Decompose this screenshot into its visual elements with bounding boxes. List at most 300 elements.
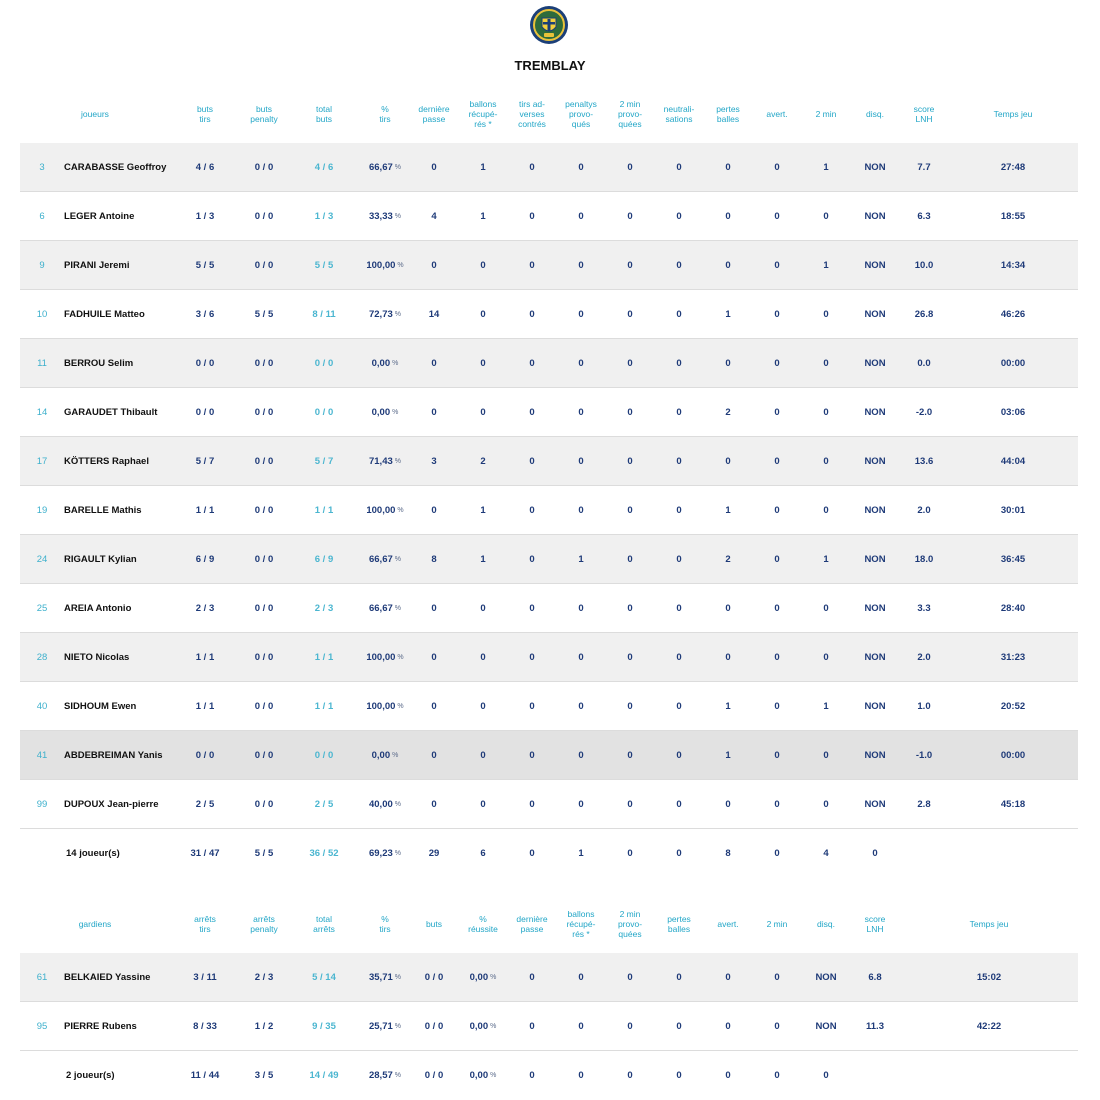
cell-neutralisations: 0 — [676, 308, 682, 320]
cell-disq: NON — [864, 749, 886, 761]
cell-penaltys-provoques: 0 — [578, 700, 584, 712]
cell-derniere-passe: 14 — [428, 308, 440, 320]
cell-disq: NON — [864, 553, 886, 565]
total-avert: 0 — [725, 1069, 731, 1081]
cell-arrets-tirs: 3 / 11 — [193, 971, 217, 983]
cell-total-buts: 0 / 0 — [314, 749, 334, 761]
table-row[interactable] — [20, 241, 1078, 290]
cell-buts-penalty: 0 / 0 — [254, 161, 274, 173]
table-row[interactable] — [20, 953, 1078, 1002]
cell-total-buts: 1 / 1 — [314, 504, 334, 516]
cell-total-arrets: 9 / 35 — [312, 1020, 336, 1032]
cell-deux-min: 0 — [823, 357, 829, 369]
cell-temps: 44:04 — [1000, 455, 1026, 467]
table-row[interactable] — [20, 682, 1078, 731]
column-header: arrêts tirs — [194, 914, 216, 934]
cell-ballons-recuperes: 1 — [480, 553, 486, 565]
cell-deux-min: 1 — [823, 553, 829, 565]
cell-pertes-balles: 1 — [725, 700, 731, 712]
table-row[interactable] — [20, 1002, 1078, 1051]
total-pertes-balles: 8 — [725, 847, 731, 859]
cell-name[interactable]: LEGER Antoine — [64, 210, 135, 222]
percent-unit: % — [394, 212, 401, 220]
cell-score: 0.0 — [917, 357, 931, 369]
cell-penaltys-provoques: 0 — [578, 161, 584, 173]
column-header: Temps jeu — [993, 109, 1033, 119]
cell-deux-min-provoquees: 0 — [627, 406, 633, 418]
cell-pertes-balles: 0 — [725, 357, 731, 369]
cell-deux-min: 0 — [774, 1020, 780, 1032]
column-header: % tirs — [379, 104, 391, 124]
cell-score: 1.0 — [917, 700, 931, 712]
cell-avert: 0 — [774, 259, 780, 271]
percent-value: 0,00 — [371, 357, 391, 369]
percent-unit: % — [392, 359, 399, 367]
cell-pertes-balles: 0 — [725, 602, 731, 614]
cell-disq: NON — [864, 651, 886, 663]
cell-deux-min: 1 — [823, 700, 829, 712]
cell-derniere-passe: 8 — [431, 553, 437, 565]
cell-ballons-recuperes: 0 — [480, 602, 486, 614]
table-row[interactable] — [20, 584, 1078, 633]
cell-buts-tirs: 0 / 0 — [195, 749, 215, 761]
cell-deux-min: 0 — [823, 602, 829, 614]
cell-buts-penalty: 0 / 0 — [254, 700, 274, 712]
cell-tirs-contres: 0 — [529, 504, 535, 516]
cell-pertes-balles: 0 — [725, 259, 731, 271]
cell-penaltys-provoques: 0 — [578, 455, 584, 467]
cell-arrets-penalty: 2 / 3 — [254, 971, 274, 983]
cell-deux-min: 0 — [823, 798, 829, 810]
cell-pertes-balles: 2 — [725, 406, 731, 418]
column-header: score LNH — [913, 104, 935, 124]
cell-deux-min: 0 — [823, 308, 829, 320]
cell-deux-min: 0 — [823, 749, 829, 761]
cell-derniere-passe: 3 — [431, 455, 437, 467]
column-header: gardiens — [78, 919, 112, 929]
cell-neutralisations: 0 — [676, 210, 682, 222]
cell-deux-min-provoquees: 0 — [627, 700, 633, 712]
percent-unit: % — [392, 408, 399, 416]
totals-row — [20, 1051, 1078, 1099]
cell-tirs-contres: 0 — [529, 357, 535, 369]
cell-avert: 0 — [725, 971, 731, 983]
total-avert: 0 — [774, 847, 780, 859]
table-row[interactable] — [20, 731, 1078, 780]
column-header: avert. — [766, 109, 788, 119]
percent-unit: % — [394, 973, 401, 981]
cell-neutralisations: 0 — [676, 504, 682, 516]
total-buts-penalty: 5 / 5 — [254, 847, 274, 859]
cell-tirs-contres: 0 — [529, 700, 535, 712]
cell-avert: 0 — [774, 700, 780, 712]
cell-disq: NON — [864, 798, 886, 810]
cell-name[interactable]: ABDEBREIMAN Yanis — [64, 749, 163, 761]
cell-pertes-balles: 0 — [725, 798, 731, 810]
column-header: penaltys provo- qués — [565, 99, 597, 129]
column-header: 2 min — [815, 109, 837, 119]
column-header: dernière passe — [516, 914, 548, 934]
cell-avert: 0 — [774, 357, 780, 369]
cell-buts-penalty: 0 / 0 — [254, 455, 274, 467]
cell-temps: 27:48 — [1000, 161, 1026, 173]
cell-derniere-passe: 0 — [431, 406, 437, 418]
cell-temps: 20:52 — [1000, 700, 1026, 712]
cell-score: 2.0 — [917, 504, 931, 516]
cell-tirs-contres: 0 — [529, 406, 535, 418]
cell-num: 40 — [36, 700, 48, 712]
cell-penaltys-provoques: 0 — [578, 357, 584, 369]
cell-buts-penalty: 0 / 0 — [254, 602, 274, 614]
cell-deux-min-provoquees: 0 — [627, 553, 633, 565]
cell-buts-tirs: 4 / 6 — [195, 161, 215, 173]
cell-total-buts: 0 / 0 — [314, 406, 334, 418]
total-tirs-contres: 0 — [529, 847, 535, 859]
cell-score: 2.0 — [917, 651, 931, 663]
cell-name[interactable]: AREIA Antonio — [64, 602, 132, 614]
cell-temps: 03:06 — [1000, 406, 1026, 418]
percent-value: 0,00 — [371, 749, 391, 761]
cell-tirs-contres: 0 — [529, 455, 535, 467]
team-name: TREMBLAY — [514, 58, 586, 73]
column-header: joueurs — [81, 109, 109, 119]
total-deux-min-provoquees: 0 — [627, 847, 633, 859]
cell-deux-min: 1 — [823, 259, 829, 271]
column-header: 2 min provo- quées — [617, 99, 643, 129]
cell-avert: 0 — [774, 749, 780, 761]
cell-name[interactable]: CARABASSE Geoffroy — [64, 161, 167, 173]
cell-name[interactable]: PIRANI Jeremi — [64, 259, 130, 271]
table-row[interactable] — [20, 780, 1078, 829]
cell-num: 41 — [36, 749, 48, 761]
cell-avert: 0 — [774, 210, 780, 222]
total-total-arrets: 14 / 49 — [309, 1069, 339, 1081]
cell-total-buts: 0 / 0 — [314, 357, 334, 369]
cell-total-buts: 4 / 6 — [314, 161, 334, 173]
total-ballons-recuperes: 0 — [578, 1069, 584, 1081]
cell-score: 18.0 — [914, 553, 934, 565]
cell-num: 95 — [36, 1020, 48, 1032]
cell-temps: 00:00 — [1000, 357, 1026, 369]
cell-pertes-balles: 1 — [725, 749, 731, 761]
cell-temps: 00:00 — [1000, 749, 1026, 761]
cell-name[interactable]: DUPOUX Jean-pierre — [64, 798, 159, 810]
cell-ballons-recuperes: 2 — [480, 455, 486, 467]
cell-temps: 31:23 — [1000, 651, 1026, 663]
table-row[interactable] — [20, 143, 1078, 192]
cell-ballons-recuperes: 0 — [480, 700, 486, 712]
cell-penaltys-provoques: 0 — [578, 259, 584, 271]
cell-pertes-balles: 2 — [725, 553, 731, 565]
percent-value: 100,00 — [366, 259, 396, 271]
cell-ballons-recuperes: 0 — [480, 259, 486, 271]
cell-buts-penalty: 0 / 0 — [254, 259, 274, 271]
cell-ballons-recuperes: 0 — [480, 749, 486, 761]
cell-num: 19 — [36, 504, 48, 516]
cell-deux-min: 0 — [823, 455, 829, 467]
cell-buts-tirs: 1 / 1 — [195, 700, 215, 712]
cell-neutralisations: 0 — [676, 455, 682, 467]
total-derniere-passe: 29 — [428, 847, 440, 859]
cell-derniere-passe: 0 — [431, 357, 437, 369]
cell-arrets-penalty: 1 / 2 — [254, 1020, 274, 1032]
cell-derniere-passe: 4 — [431, 210, 437, 222]
cell-avert: 0 — [774, 455, 780, 467]
cell-score: 13.6 — [914, 455, 934, 467]
cell-ballons-recuperes: 1 — [480, 161, 486, 173]
cell-total-buts: 2 / 3 — [314, 602, 334, 614]
percent-unit: % — [397, 261, 404, 269]
column-header: avert. — [717, 919, 739, 929]
cell-tirs-contres: 0 — [529, 749, 535, 761]
column-header: buts penalty — [250, 104, 278, 124]
percent-unit: % — [394, 163, 401, 171]
cell-derniere-passe: 0 — [431, 798, 437, 810]
total-buts-tirs: 31 / 47 — [190, 847, 220, 859]
percent-unit: % — [397, 702, 404, 710]
cell-name[interactable]: RIGAULT Kylian — [64, 553, 137, 565]
cell-neutralisations: 0 — [676, 406, 682, 418]
column-header: buts — [425, 919, 443, 929]
cell-tirs-contres: 0 — [529, 259, 535, 271]
cell-buts-penalty: 0 / 0 — [254, 749, 274, 761]
cell-name[interactable]: BARELLE Mathis — [64, 504, 142, 516]
cell-buts-tirs: 0 / 0 — [195, 406, 215, 418]
cell-pertes-balles: 1 — [725, 504, 731, 516]
total-arrets-penalty: 3 / 5 — [254, 1069, 274, 1081]
cell-avert: 0 — [774, 161, 780, 173]
cell-disq: NON — [864, 259, 886, 271]
percent-unit: % — [490, 1071, 497, 1079]
cell-neutralisations: 0 — [676, 553, 682, 565]
cell-total-buts: 1 / 1 — [314, 651, 334, 663]
cell-num: 9 — [39, 259, 45, 271]
percent-unit: % — [397, 506, 404, 514]
table-row[interactable] — [20, 192, 1078, 241]
cell-disq: NON — [864, 504, 886, 516]
cell-tirs-contres: 0 — [529, 308, 535, 320]
cell-tirs-contres: 0 — [529, 161, 535, 173]
cell-buts-tirs: 1 / 1 — [195, 504, 215, 516]
total-penaltys-provoques: 1 — [578, 847, 584, 859]
total-label: 14 joueur(s) — [66, 847, 120, 859]
cell-disq: NON — [815, 1020, 837, 1032]
cell-name[interactable]: NIETO Nicolas — [64, 651, 130, 663]
cell-buts-tirs: 2 / 5 — [195, 798, 215, 810]
column-header: tirs ad- verses contrés — [518, 99, 546, 129]
cell-tirs-contres: 0 — [529, 553, 535, 565]
cell-disq: NON — [864, 406, 886, 418]
cell-derniere-passe: 0 — [431, 259, 437, 271]
cell-neutralisations: 0 — [676, 700, 682, 712]
percent-value: 0,00 — [469, 971, 489, 983]
percent-value: 25,71 — [368, 1020, 393, 1032]
cell-pertes-balles: 0 — [725, 455, 731, 467]
percent-unit: % — [394, 457, 401, 465]
cell-num: 6 — [39, 210, 45, 222]
percent-value: 100,00 — [366, 700, 396, 712]
percent-unit: % — [394, 310, 401, 318]
cell-deux-min-provoquees: 0 — [627, 798, 633, 810]
table-row[interactable] — [20, 339, 1078, 388]
cell-buts-penalty: 0 / 0 — [254, 798, 274, 810]
cell-neutralisations: 0 — [676, 357, 682, 369]
cell-score: 6.3 — [917, 210, 931, 222]
cell-disq: NON — [864, 455, 886, 467]
cell-penaltys-provoques: 0 — [578, 651, 584, 663]
percent-value: 0,00 — [371, 406, 391, 418]
cell-derniere-passe: 0 — [529, 1020, 535, 1032]
table-row[interactable] — [20, 437, 1078, 486]
cell-name[interactable]: BERROU Selim — [64, 357, 134, 369]
cell-score: 26.8 — [914, 308, 934, 320]
cell-buts-penalty: 5 / 5 — [254, 308, 274, 320]
cell-temps: 36:45 — [1000, 553, 1026, 565]
cell-derniere-passe: 0 — [431, 504, 437, 516]
cell-deux-min-provoquees: 0 — [627, 971, 633, 983]
percent-unit: % — [397, 653, 404, 661]
cell-avert: 0 — [774, 798, 780, 810]
percent-value: 66,67 — [368, 602, 393, 614]
column-header: pertes balles — [667, 914, 691, 934]
cell-buts-tirs: 3 / 6 — [195, 308, 215, 320]
cell-ballons-recuperes: 0 — [480, 798, 486, 810]
cell-avert: 0 — [774, 602, 780, 614]
cell-deux-min-provoquees: 0 — [627, 357, 633, 369]
total-deux-min-provoquees: 0 — [627, 1069, 633, 1081]
cell-buts-tirs: 1 / 3 — [195, 210, 215, 222]
percent-value: 71,43 — [368, 455, 393, 467]
table-row[interactable] — [20, 486, 1078, 535]
percent-unit: % — [392, 751, 399, 759]
percent-value: 33,33 — [368, 210, 393, 222]
cell-penaltys-provoques: 0 — [578, 504, 584, 516]
column-header: total arrêts — [313, 914, 335, 934]
cell-temps: 45:18 — [1000, 798, 1026, 810]
cell-pertes-balles: 0 — [725, 210, 731, 222]
cell-name[interactable]: PIERRE Rubens — [64, 1020, 137, 1032]
cell-tirs-contres: 0 — [529, 210, 535, 222]
total-total-buts: 36 / 52 — [309, 847, 339, 859]
cell-num: 28 — [36, 651, 48, 663]
cell-penaltys-provoques: 0 — [578, 406, 584, 418]
cell-buts-tirs: 5 / 7 — [195, 455, 215, 467]
column-header: 2 min provo- quées — [617, 909, 643, 939]
cell-buts-tirs: 1 / 1 — [195, 651, 215, 663]
cell-disq: NON — [815, 971, 837, 983]
cell-name[interactable]: GARAUDET Thibault — [64, 406, 158, 418]
total-neutralisations: 0 — [676, 847, 682, 859]
cell-neutralisations: 0 — [676, 651, 682, 663]
cell-disq: NON — [864, 602, 886, 614]
cell-deux-min-provoquees: 0 — [627, 749, 633, 761]
cell-deux-min-provoquees: 0 — [627, 455, 633, 467]
cell-penaltys-provoques: 0 — [578, 308, 584, 320]
total-disq: 0 — [823, 1069, 829, 1081]
cell-avert: 0 — [774, 406, 780, 418]
cell-derniere-passe: 0 — [431, 749, 437, 761]
cell-temps: 14:34 — [1000, 259, 1026, 271]
cell-penaltys-provoques: 0 — [578, 749, 584, 761]
cell-num: 11 — [37, 357, 47, 369]
cell-pertes-balles: 0 — [676, 971, 682, 983]
total-disq: 0 — [872, 847, 878, 859]
cell-num: 14 — [36, 406, 48, 418]
cell-total-buts: 6 / 9 — [314, 553, 334, 565]
percent-unit: % — [394, 604, 401, 612]
cell-total-buts: 8 / 11 — [312, 308, 336, 320]
cell-name[interactable]: SIDHOUM Ewen — [64, 700, 137, 712]
cell-penaltys-provoques: 0 — [578, 210, 584, 222]
cell-num: 24 — [36, 553, 48, 565]
cell-ballons-recuperes: 0 — [480, 651, 486, 663]
total-pertes-balles: 0 — [676, 1069, 682, 1081]
cell-temps: 42:22 — [976, 1020, 1002, 1032]
cell-disq: NON — [864, 308, 886, 320]
cell-deux-min: 0 — [774, 971, 780, 983]
cell-derniere-passe: 0 — [431, 602, 437, 614]
table-row[interactable] — [20, 535, 1078, 584]
cell-deux-min-provoquees: 0 — [627, 504, 633, 516]
total-ballons-recuperes: 6 — [480, 847, 486, 859]
cell-ballons-recuperes: 0 — [578, 971, 584, 983]
cell-score: 3.3 — [917, 602, 931, 614]
cell-temps: 28:40 — [1000, 602, 1026, 614]
cell-name[interactable]: FADHUILE Matteo — [64, 308, 145, 320]
column-header: Temps jeu — [969, 919, 1009, 929]
total-deux-min: 0 — [774, 1069, 780, 1081]
cell-num: 17 — [36, 455, 48, 467]
cell-num: 3 — [39, 161, 45, 173]
cell-total-buts: 1 / 3 — [314, 210, 334, 222]
cell-deux-min-provoquees: 0 — [627, 1020, 633, 1032]
cell-neutralisations: 0 — [676, 602, 682, 614]
cell-penaltys-provoques: 0 — [578, 798, 584, 810]
cell-temps: 46:26 — [1000, 308, 1026, 320]
cell-ballons-recuperes: 0 — [578, 1020, 584, 1032]
cell-buts-penalty: 0 / 0 — [254, 406, 274, 418]
percent-unit: % — [394, 1071, 401, 1079]
column-header: arrêts penalty — [250, 914, 278, 934]
total-derniere-passe: 0 — [529, 1069, 535, 1081]
cell-score: 10.0 — [914, 259, 934, 271]
cell-name[interactable]: KÖTTERS Raphael — [64, 455, 149, 467]
cell-buts: 0 / 0 — [424, 1020, 444, 1032]
column-header: dernière passe — [418, 104, 450, 124]
column-header: ballons récupé- rés * — [566, 909, 596, 939]
cell-temps: 15:02 — [976, 971, 1002, 983]
cell-name[interactable]: BELKAIED Yassine — [64, 971, 151, 983]
cell-neutralisations: 0 — [676, 259, 682, 271]
cell-tirs-contres: 0 — [529, 651, 535, 663]
percent-value: 72,73 — [368, 308, 393, 320]
table-row[interactable] — [20, 290, 1078, 339]
cell-deux-min-provoquees: 0 — [627, 602, 633, 614]
table-row[interactable] — [20, 388, 1078, 437]
cell-neutralisations: 0 — [676, 749, 682, 761]
total-buts: 0 / 0 — [424, 1069, 444, 1081]
table-row[interactable] — [20, 633, 1078, 682]
percent-value: 66,67 — [368, 161, 393, 173]
cell-deux-min-provoquees: 0 — [627, 308, 633, 320]
cell-buts-penalty: 0 / 0 — [254, 553, 274, 565]
cell-ballons-recuperes: 0 — [480, 406, 486, 418]
cell-avert: 0 — [725, 1020, 731, 1032]
cell-buts: 0 / 0 — [424, 971, 444, 983]
cell-tirs-contres: 0 — [529, 798, 535, 810]
cell-pertes-balles: 0 — [676, 1020, 682, 1032]
percent-unit: % — [394, 555, 401, 563]
